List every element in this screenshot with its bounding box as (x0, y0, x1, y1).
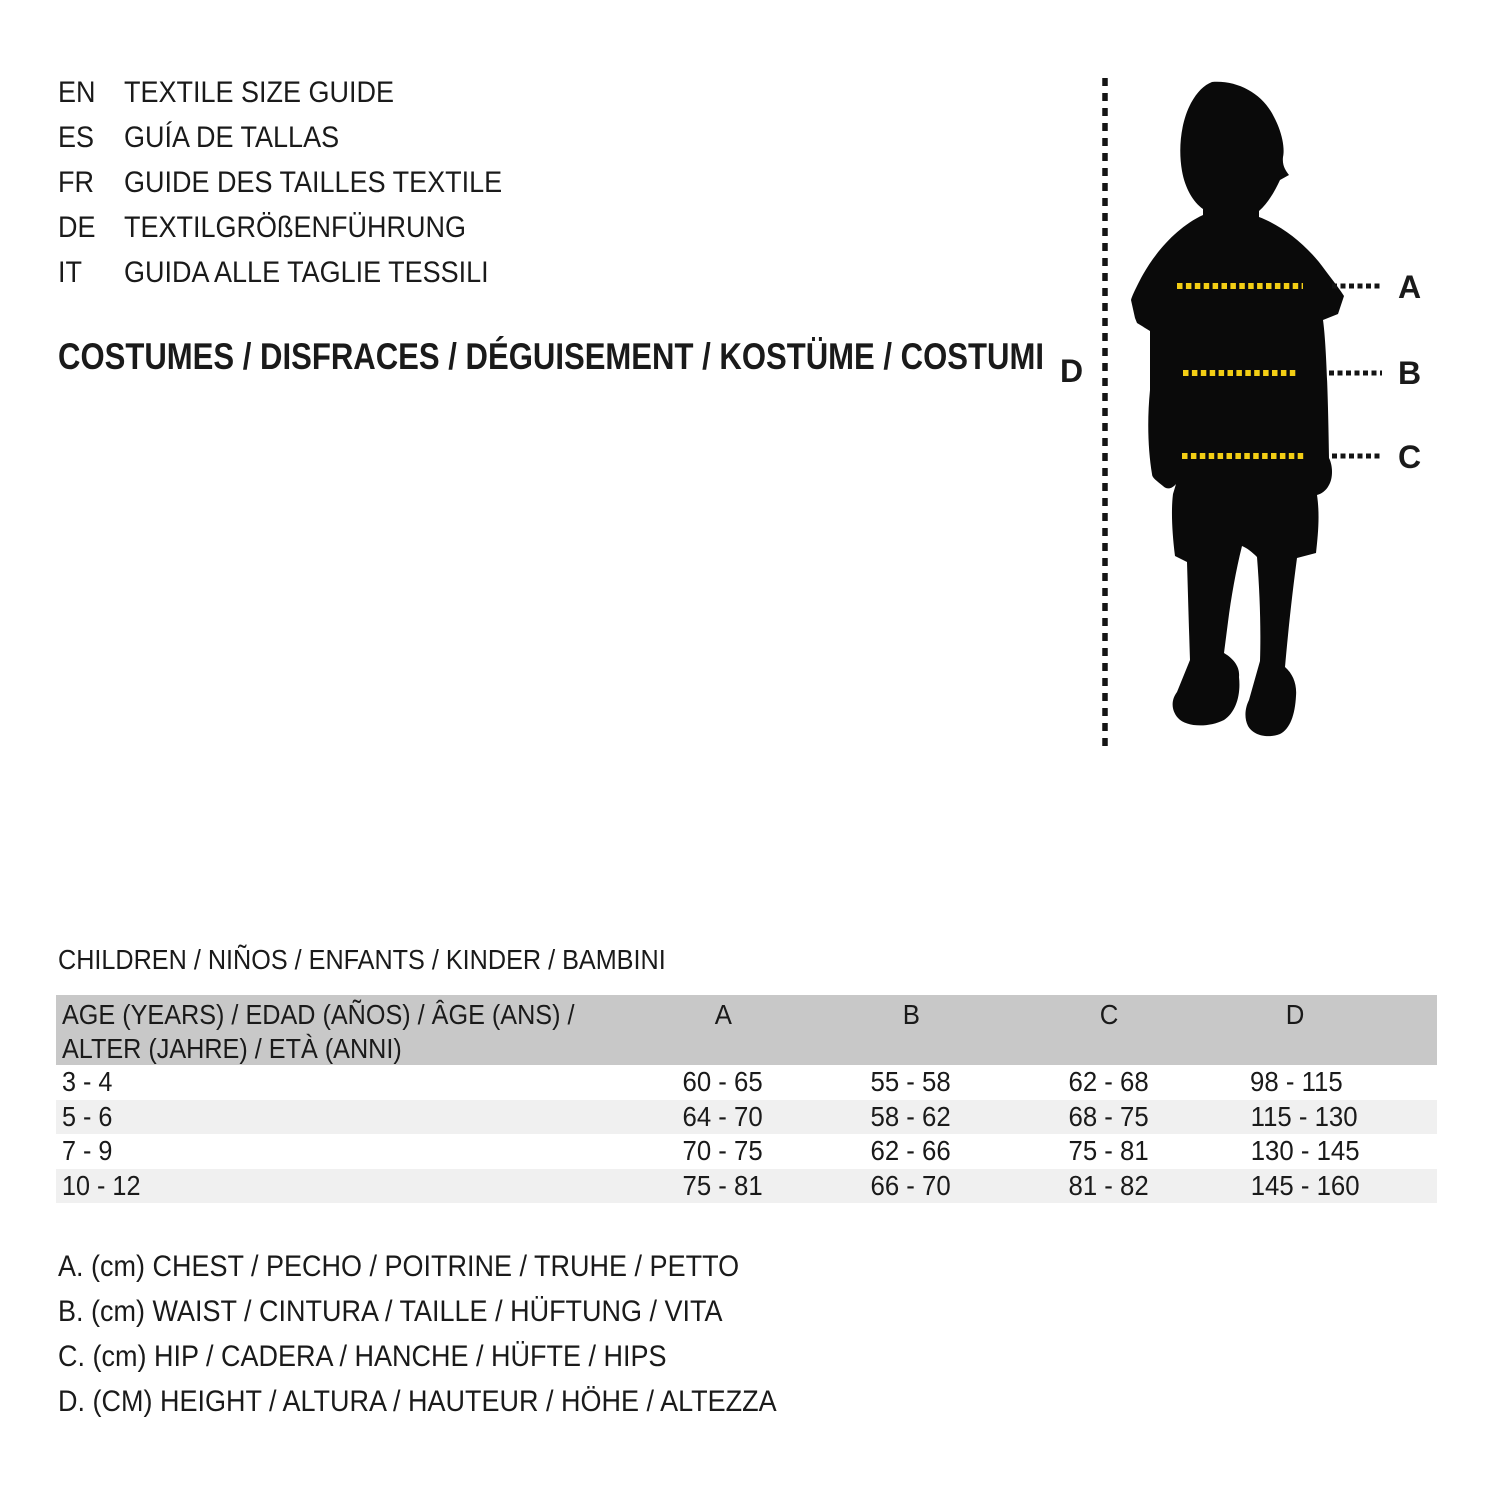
child-silhouette (1131, 82, 1344, 736)
height-cell: 115 - 130 (1250, 1100, 1358, 1132)
language-row (58, 70, 544, 115)
legend-item-height: D. (CM) HEIGHT / ALTURA / HAUTEUR / HÖHE / ALTEZZA (58, 1385, 777, 1418)
column-header-b: B (902, 999, 920, 1030)
waist-cell: 55 - 58 (870, 1066, 952, 1097)
language-row (58, 250, 544, 295)
table-row (56, 1100, 1437, 1135)
header-filler (1344, 995, 1437, 1066)
height-cell: 98 - 115 (1250, 1066, 1343, 1097)
row-filler (1344, 1065, 1437, 1100)
language-row (58, 115, 544, 160)
age-cell: 10 - 12 (62, 1169, 141, 1201)
table-header-row (56, 995, 1437, 1065)
legend-item-waist: B. (cm) WAIST / CINTURA / TAILLE / HÜFTUNG / VITA (58, 1295, 723, 1328)
age-cell: 5 - 6 (62, 1100, 113, 1132)
age-cell: 3 - 4 (62, 1066, 113, 1097)
chest-cell: 64 - 70 (682, 1100, 764, 1132)
chest-cell: 75 - 81 (682, 1169, 764, 1201)
table-row (56, 1134, 1437, 1169)
language-title-list (58, 70, 544, 295)
age-header-cell (56, 995, 596, 1066)
waist-cell: 66 - 70 (870, 1169, 952, 1201)
measure-legend (58, 1244, 856, 1424)
column-header-a: A (714, 999, 732, 1030)
language-title: TEXTILE SIZE GUIDE (124, 75, 395, 109)
measure-label-b: B (1398, 355, 1422, 391)
language-code: EN (58, 75, 96, 109)
language-row (58, 160, 544, 205)
language-row (58, 205, 544, 250)
category-title-text: COSTUMES / DISFRACES / DÉGUISEMENT / KOSTÜME / COSTUMI (58, 336, 1044, 377)
waist-cell: 62 - 66 (870, 1135, 952, 1166)
legend-item-hip: C. (cm) HIP / CADERA / HANCHE / HÜFTE / HIPS (58, 1340, 667, 1373)
age-cell: 7 - 9 (62, 1135, 113, 1166)
child-measurement-figure (1040, 60, 1460, 760)
language-title: GUIDA ALLE TAGLIE TESSILI (124, 255, 489, 289)
language-title: TEXTILGRÖßENFÜHRUNG (124, 210, 467, 244)
height-cell: 130 - 145 (1250, 1135, 1360, 1166)
measure-label-c: C (1398, 439, 1422, 475)
children-section-title-text: CHILDREN / NIÑOS / ENFANTS / KINDER / BAMBINI (58, 944, 666, 975)
hip-cell: 68 - 75 (1068, 1100, 1150, 1132)
children-size-table (56, 995, 1437, 1203)
chest-cell: 60 - 65 (682, 1066, 764, 1097)
measure-label-a: A (1398, 269, 1422, 305)
column-header-c: C (1099, 999, 1119, 1030)
table-row (56, 1169, 1437, 1204)
language-code: FR (58, 165, 94, 199)
height-cell: 145 - 160 (1250, 1169, 1360, 1201)
hip-cell: 62 - 68 (1068, 1066, 1150, 1097)
measure-label-d: D (1060, 353, 1084, 389)
language-code: DE (58, 210, 96, 244)
row-filler (1344, 1100, 1437, 1135)
language-title: GUÍA DE TALLAS (124, 120, 340, 154)
waist-cell: 58 - 62 (870, 1100, 952, 1132)
language-code: IT (58, 255, 83, 289)
language-title: GUIDE DES TAILLES TEXTILE (124, 165, 503, 199)
table-row (56, 1065, 1437, 1100)
age-header-line1: AGE (YEARS) / EDAD (AÑOS) / ÂGE (ANS) / (62, 999, 575, 1030)
language-code: ES (58, 120, 95, 154)
column-header-d: D (1285, 999, 1305, 1030)
legend-item-chest: A. (cm) CHEST / PECHO / POITRINE / TRUHE / PETTO (58, 1250, 740, 1283)
children-section-title (58, 944, 733, 976)
hip-cell: 81 - 82 (1068, 1169, 1150, 1201)
chest-cell: 70 - 75 (682, 1135, 764, 1166)
age-header-line2: ALTER (JAHRE) / ETÀ (ANNI) (62, 1033, 402, 1064)
hip-cell: 75 - 81 (1068, 1135, 1150, 1166)
